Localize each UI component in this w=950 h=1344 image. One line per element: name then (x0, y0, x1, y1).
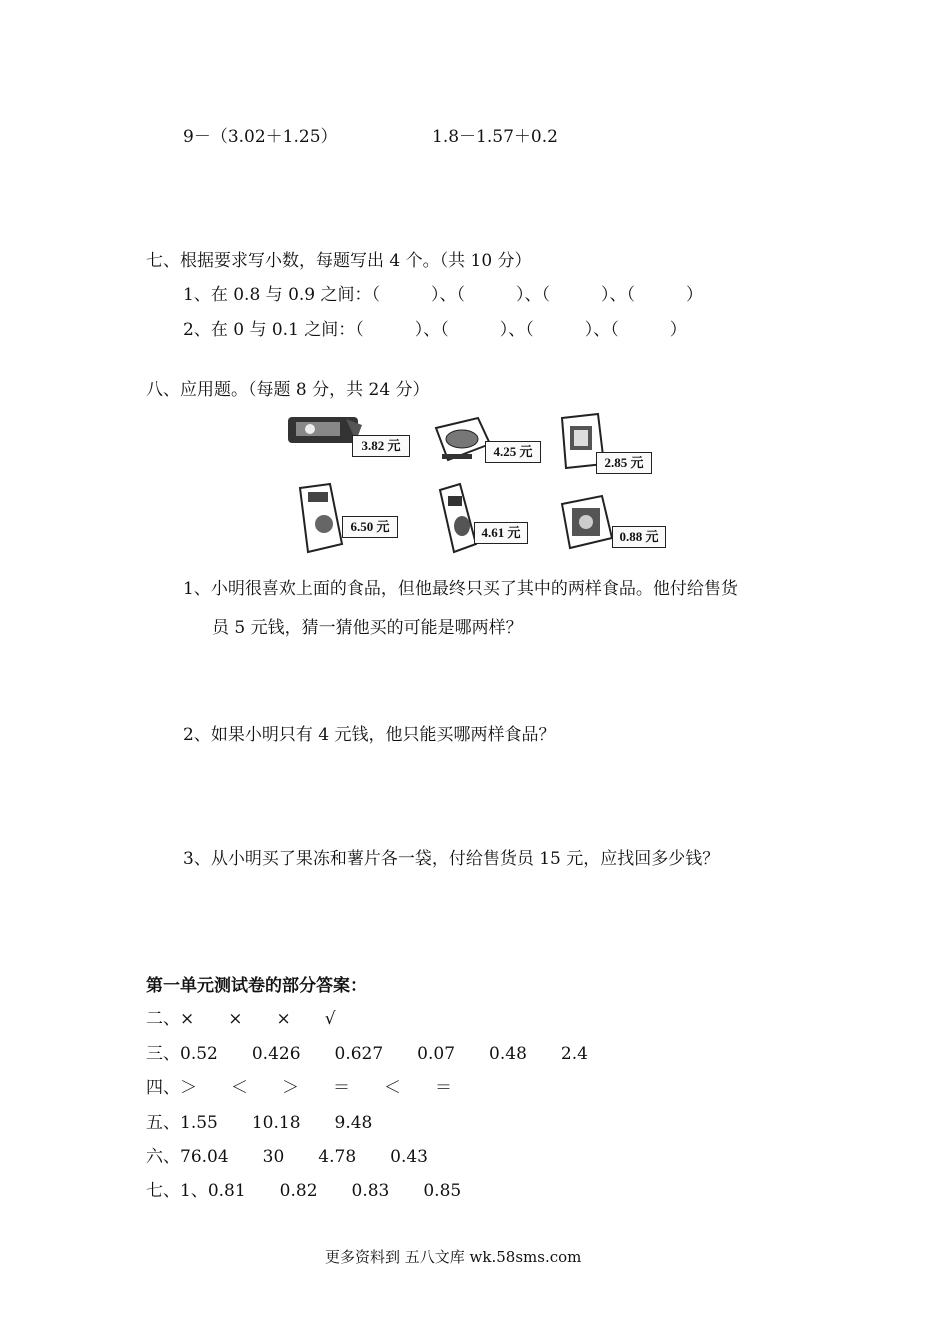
food-item-1 (286, 413, 401, 453)
food-item-3 (558, 412, 644, 474)
candy-bag-icon (558, 494, 618, 552)
price-tag-6: 0.88 元 (612, 526, 666, 548)
section-7-question-1: 1、在 0.8 与 0.9 之间：（ ）、（ ）、（ ）、（ ） (183, 285, 704, 305)
answer-section-5: 五、1.55 10.18 9.48 (146, 1113, 373, 1133)
expression-2: 1.8－1.57＋0.2 (432, 127, 558, 147)
price-tag-5: 4.61 元 (474, 522, 528, 544)
section-8-question-1-line-2: 员 5 元钱，猜一猜他买的可能是哪两样？ (212, 618, 523, 638)
answer-section-3: 三、0.52 0.426 0.627 0.07 0.48 2.4 (146, 1044, 588, 1064)
price-tag-1: 3.82 元 (352, 435, 410, 457)
expression-1: 9－（3.02＋1.25） (183, 127, 338, 147)
section-8-title: 八、应用题。（每题 8 分，共 24 分） (146, 380, 430, 400)
section-8-question-2: 2、如果小明只有 4 元钱，他只能买哪两样食品？ (183, 725, 556, 745)
price-tag-2: 4.25 元 (485, 441, 541, 463)
answer-section-4: 四、＞ ＜ ＞ ＝ ＜ ＝ (146, 1078, 452, 1098)
answers-heading: 第一单元测试卷的部分答案： (146, 976, 367, 996)
section-8-question-3: 3、从小明买了果冻和薯片各一袋，付给售货员 15 元，应找回多少钱？ (183, 849, 720, 869)
footer-text: 更多资料到 五八文库 wk.58sms.com (325, 1248, 582, 1266)
price-tag-4: 6.50 元 (342, 516, 398, 538)
price-tag-3: 2.85 元 (596, 452, 652, 474)
section-7-title: 七、根据要求写小数，每题写出 4 个。（共 10 分） (146, 251, 532, 271)
food-item-4 (294, 482, 390, 558)
food-price-illustration (282, 408, 674, 558)
answer-section-7: 七、1、0.81 0.82 0.83 0.85 (146, 1181, 462, 1201)
answer-section-6: 六、76.04 30 4.78 0.43 (146, 1147, 429, 1167)
food-item-5 (432, 482, 521, 558)
answer-section-2: 二、× × × √ (146, 1009, 336, 1029)
food-item-6 (558, 494, 659, 556)
section-8-question-1-line-1: 1、小明很喜欢上面的食品，但他最终只买了其中的两样食品。他付给售货 (183, 579, 738, 599)
food-item-2 (432, 414, 533, 468)
section-7-question-2: 2、在 0 与 0.1 之间：（ ）、（ ）、（ ）、（ ） (183, 320, 687, 340)
